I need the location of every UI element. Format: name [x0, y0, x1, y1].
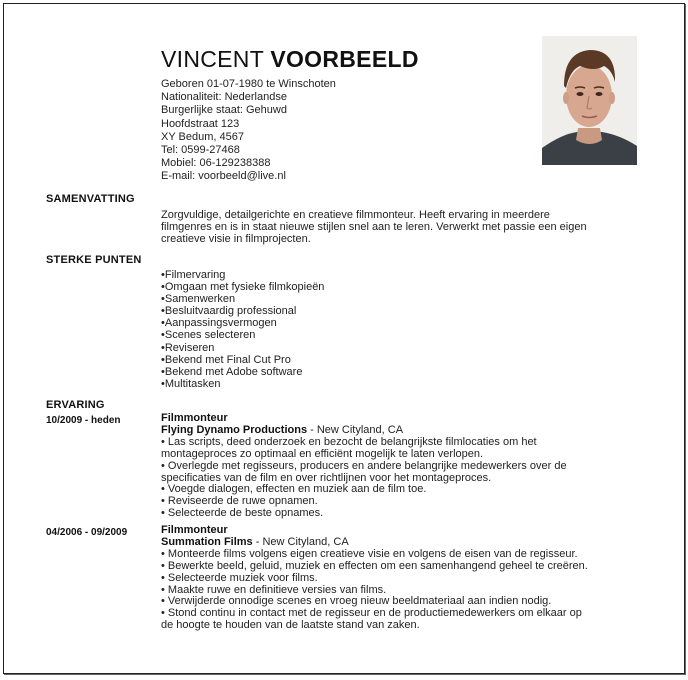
job-entry: [161, 525, 651, 632]
company-name: Summation Films: [161, 535, 253, 548]
strength-item: • Reviseren: [161, 342, 324, 354]
birth-line: Geboren 01-07-1980 te Winschoten: [161, 78, 336, 90]
candidate-name: [161, 44, 419, 74]
strength-item: • Filmervaring: [161, 269, 324, 281]
job-title: Filmmonteur: [161, 412, 228, 424]
strengths-list: [161, 269, 324, 390]
job-entry: [161, 413, 651, 520]
job-date: 04/2006 - 09/2009: [46, 527, 128, 538]
mobile-line: Mobiel: 06-129238388: [161, 157, 271, 170]
contact-block: [161, 78, 336, 184]
resume-page: [3, 3, 685, 674]
street-line: Hoofdstraat 123: [161, 117, 240, 130]
strength-item: • Scenes selecteren: [161, 329, 324, 341]
phone-line: Tel: 0599-27468: [161, 144, 240, 157]
strength-item: • Aanpassingsvermogen: [161, 317, 324, 329]
job-duty-line: de hoogte te houden van de laatste stand van zaken.: [161, 619, 420, 632]
job-duty-line: • Bewerkte beeld, geluid, muziek en effecten om een samenhangend geheel te creëren.: [161, 559, 588, 572]
email-line: E-mail: voorbeeld@live.nl: [161, 170, 286, 183]
city-line: XY Bedum, 4567: [161, 130, 244, 143]
summary-text: [161, 209, 631, 245]
experience-heading: ERVARING: [46, 399, 105, 411]
strength-item: • Samenwerken: [161, 293, 324, 305]
first-name: VINCENT: [161, 46, 264, 72]
last-name: VOORBEELD: [270, 46, 419, 72]
job-duty-line: montageproces zo optimaal en efficiënt mogelijk te laten verlopen.: [161, 447, 484, 460]
job-duty-line: • Voegde dialogen, effecten en muziek aan de film toe.: [161, 483, 427, 496]
job-location: - New Cityland, CA: [307, 423, 404, 436]
job-date: 10/2009 - heden: [46, 415, 121, 426]
summary-line: creatieve visie in filmprojecten.: [161, 233, 311, 245]
job-duty-line: • Stond continu in contact met de regisseur en de productiemedewerkers om elkaar op: [161, 607, 582, 620]
strengths-heading: STERKE PUNTEN: [46, 254, 142, 266]
job-location: - New Cityland, CA: [252, 535, 349, 548]
job-duty-line: • Monteerde films volgens eigen creatieve visie en volgens de eisen van de regisseur.: [161, 547, 578, 560]
summary-line: filmgenres en is in staat nieuwe stijlen snel aan te leren. Verwerkt met passie een eigen: [161, 221, 587, 233]
job-duty-line: • Las scripts, deed onderzoek en bezocht de belangrijkste filmlocaties om het: [161, 435, 537, 448]
marital-status-line: Burgerlijke staat: Gehuwd: [161, 104, 287, 117]
job-duty-line: • Selecteerde de beste opnames.: [161, 507, 324, 520]
job-duty-line: • Reviseerde de ruwe opnamen.: [161, 495, 318, 508]
job-duty-line: specificaties van de film en over richtlijnen voor het montageproces.: [161, 471, 492, 484]
summary-heading: SAMENVATTING: [46, 193, 135, 205]
summary-line: Zorgvuldige, detailgerichte en creatieve filmmonteur. Heeft ervaring in meerdere: [161, 209, 550, 221]
strength-item: • Besluitvaardig professional: [161, 305, 324, 317]
strength-item: • Omgaan met fysieke filmkopieën: [161, 281, 324, 293]
strength-item: • Multitasken: [161, 378, 324, 390]
strength-item: • Bekend met Final Cut Pro: [161, 354, 324, 366]
strength-item: • Bekend met Adobe software: [161, 366, 324, 378]
company-name: Flying Dynamo Productions: [161, 423, 308, 436]
nationality-line: Nationaliteit: Nederlandse: [161, 91, 287, 104]
job-duty-line: • Verwijderde onnodige scenes en vroeg nieuw beeldmateriaal aan indien nodig.: [161, 595, 552, 608]
job-duty-line: • Selecteerde muziek voor films.: [161, 571, 318, 584]
job-duty-line: • Overlegde met regisseurs, producers en andere belangrijke medewerkers over de: [161, 459, 567, 472]
profile-photo: [542, 36, 637, 165]
job-duty-line: • Maakte ruwe en definitieve versies van films.: [161, 583, 387, 596]
job-title: Filmmonteur: [161, 524, 228, 536]
